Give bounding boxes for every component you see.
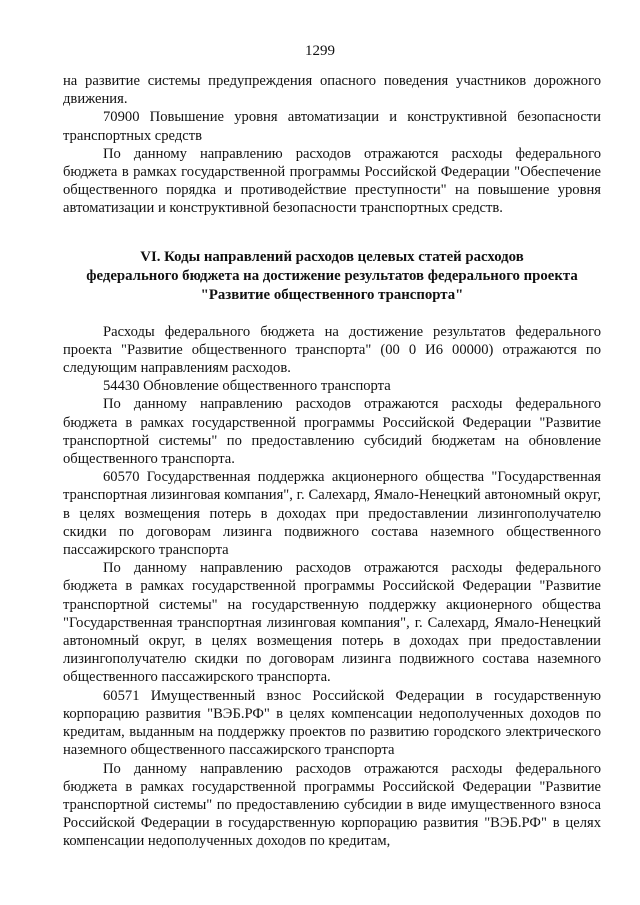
paragraph-continuation: на развитие системы предупреждения опасного поведения участников дорожного движения. [63,73,601,108]
paragraph-code-54430: 54430 Обновление общественного транспорта [103,378,391,395]
section-heading-line-1: VI. Коды направлений расходов целевых статей расходов [140,248,524,265]
section-heading-line-2: федерального бюджета на достижение результатов федерального проекта [86,267,578,284]
section-heading [63,248,601,305]
paragraph-code-70900: 70900 Повышение уровня автоматизации и конструктивной безопасности транспортных средств [63,109,601,144]
paragraph-description-60571: По данному направлению расходов отражаются расходы федерального бюджета в рамках государственной программы Российской Федерации "Развитие транспортной системы" по предоставлению субсидии в виде имущественного взноса Российской Федерации в государственную корпорацию развития "ВЭБ.РФ" в целях компенсации недополученных доходов по кредитам, [63,760,601,850]
paragraph-code-60570: 60570 Государственная поддержка акционерного общества "Государственная транспортная лизинговая компания", г. Салехард, Ямало-Ненецкий автономный округ, в целях возмещения потерь в доходах при предоставлении лизингополучателю скидки по договорам лизинга подвижного состава наземного общественного пассажирского транспорта [63,469,601,559]
paragraph-description-60570: По данному направлению расходов отражаются расходы федерального бюджета в рамках государственной программы Российской Федерации "Развитие транспортной системы" на государственную поддержку акционерного общества "Государственная транспортная лизинговая компания", г. Салехард, Ямало-Ненецкий автономный округ, в целях возмещения потерь в доходах при предоставлении лизингополучателю скидки по договорам лизинга подвижного состава наземного общественного пассажирского транспорта. [63,560,601,686]
section-heading-line-3: "Развитие общественного транспорта" [200,286,464,303]
paragraph-intro: Расходы федерального бюджета на достижение результатов федерального проекта "Развитие общественного транспорта" (00 0 И6 00000) отражаются по следующим направлениям расходов. [63,323,601,377]
page-number: 1299 [305,43,335,59]
document-body [63,72,601,851]
paragraph-description-54430: По данному направлению расходов отражаются расходы федерального бюджета в рамках государственной программы Российской Федерации "Развитие транспортной системы" по предоставлению субсидий бюджетам на обновление общественного транспорта. [63,396,601,468]
paragraph-code-60571: 60571 Имущественный взнос Российской Федерации в государственную корпорацию развития "ВЭБ.РФ" в целях компенсации недополученных доходов по кредитам, выданным на поддержку проектов по развитию городского электрического наземного общественного пассажирского транспорта [63,687,601,759]
paragraph-description-70900: По данному направлению расходов отражаются расходы федерального бюджета в рамках государственной программы Российской Федерации "Обеспечение общественного порядка и противодействие преступности" на повышение уровня автоматизации и конструктивной безопасности транспортных средств. [63,145,601,217]
